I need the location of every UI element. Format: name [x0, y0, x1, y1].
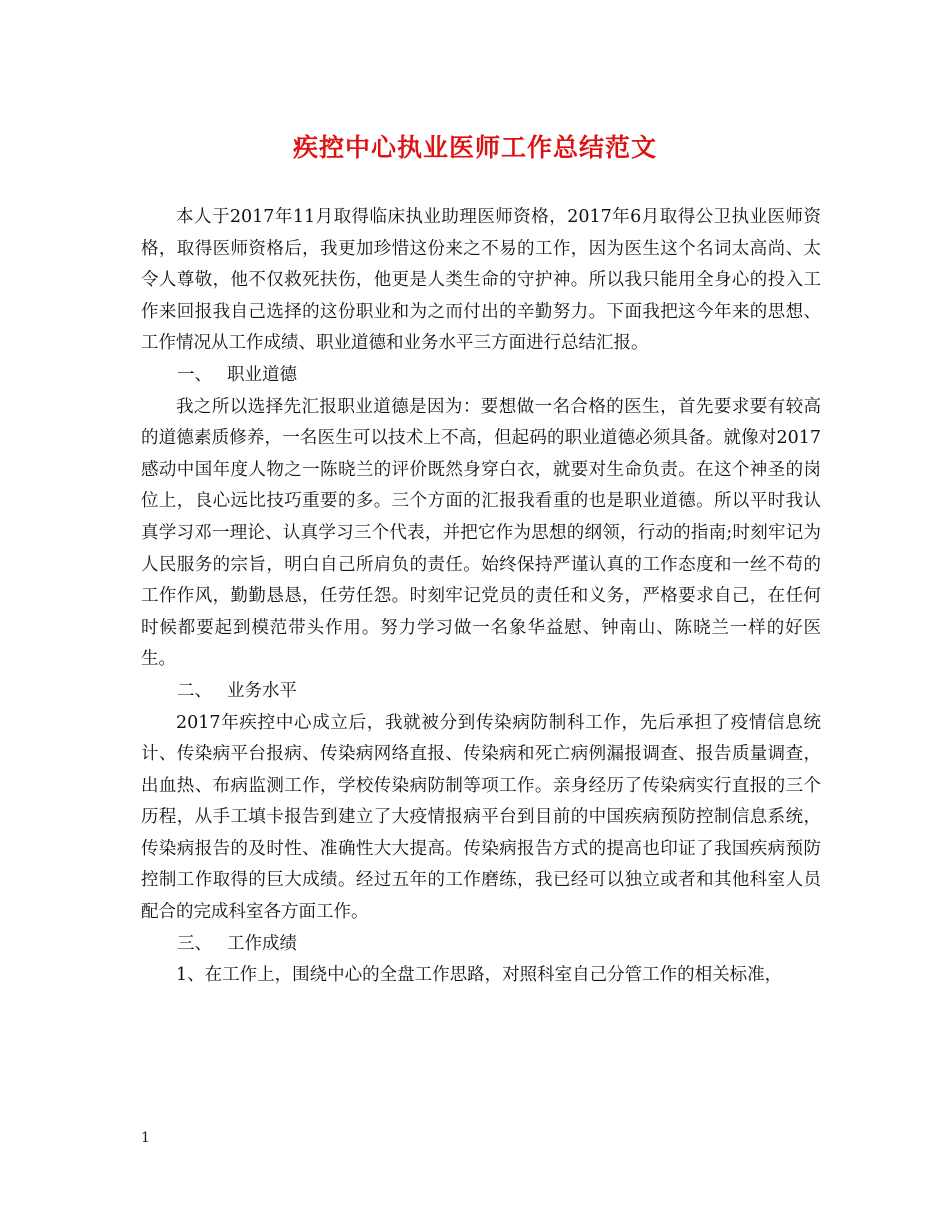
skills-paragraph: 2017年疾控中心成立后，我就被分到传染病防制科工作，先后承担了疫情信息统计、传染病平台报病、传染病网络直报、传染病和死亡病例漏报调查、报告质量调查，出血热、布病监测工作，学校传染病防制等项工作。亲身经历了传染病实行直报的三个历程，从手工填卡报告到建立了大疫情报病平台到目前的中国疾病预防控制信息系统，传染病报告的及时性、准确性大大提高。传染病报告方式的提高也印证了我国疾病预防控制工作取得的巨大成绩。经过五年的工作磨练，我已经可以独立或者和其他科室人员配合的完成科室各方面工作。 — [141, 712, 821, 923]
achievements-paragraph: 1、在工作上，围绕中心的全盘工作思路，对照科室自己分管工作的相关标准， — [176, 965, 783, 986]
section-heading-ethics — [141, 360, 821, 392]
section-number: 一、 — [177, 364, 212, 385]
section-heading-achievements — [141, 929, 821, 961]
section-number: 三、 — [177, 933, 212, 954]
section-title: 职业道德 — [227, 364, 297, 385]
section-title: 工作成绩 — [227, 933, 297, 954]
section-number: 二、 — [177, 680, 212, 701]
page-number: 1 — [141, 1130, 150, 1146]
section-heading-skills — [141, 676, 821, 708]
document-body — [141, 202, 821, 992]
page-title: 疾控中心执业医师工作总结范文 — [292, 133, 657, 162]
ethics-paragraph: 我之所以选择先汇报职业道德是因为：要想做一名合格的医生，首先要求要有较高的道德素质修养，一名医生可以技术上不高，但起码的职业道德必须具备。就像对2017感动中国年度人物之一陈晓兰的评价既然身穿白衣，就要对生命负责。在这个神圣的岗位上，良心远比技巧重要的多。三个方面的汇报我看重的也是职业道德。所以平时我认真学习邓一理论、认真学习三个代表，并把它作为思想的纲领，行动的指南;时刻牢记为人民服务的宗旨，明白自己所肩负的责任。始终保持严谨认真的工作态度和一丝不苟的工作作风，勤勤恳恳，任劳任怨。时刻牢记党员的责任和义务，严格要求自己，在任何时候都要起到模范带头作用。努力学习做一名象华益慰、钟南山、陈晓兰一样的好医生。 — [141, 396, 821, 670]
intro-paragraph: 本人于2017年11月取得临床执业助理医师资格，2017年6月取得公卫执业医师资格，取得医师资格后，我更加珍惜这份来之不易的工作，因为医生这个名词太高尚、太令人尊敬，他不仅救死扶伤，他更是人类生命的守护神。所以我只能用全身心的投入工作来回报我自己选择的这份职业和为之而付出的辛勤努力。下面我把这今年来的思想、工作情况从工作成绩、职业道德和业务水平三方面进行总结汇报。 — [141, 207, 821, 354]
section-title: 业务水平 — [227, 680, 297, 701]
